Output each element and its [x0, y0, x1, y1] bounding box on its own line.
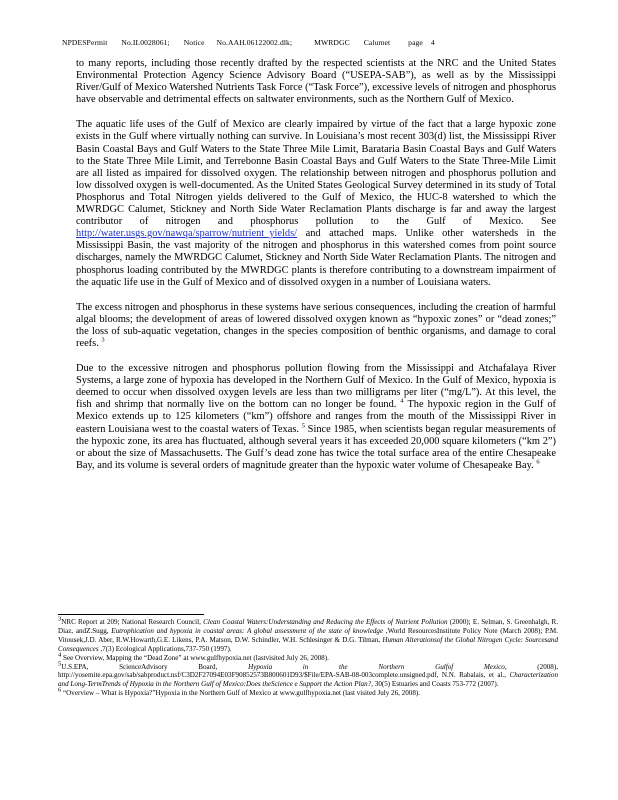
paragraph-3 — [76, 302, 556, 350]
footnote-3-number: 3 — [58, 615, 62, 623]
footnote-4-text: See Overview, Mapping the “Dead Zone” at www.gulfhypoxia.net (lastvisited July 26, 2008). — [63, 653, 329, 662]
footnote-3-text-a: NRC Report at 209; National Research Council, — [61, 618, 201, 626]
footnote-5-title-1: Hypoxia in the Northern Gulfof Mexico — [248, 662, 505, 671]
paragraph-2-text-b: and attached maps. Unlike other watersheds in the Mississippi Basin, the vast majority of the nitrogen and phosphorus in this watershed comes from point source discharges, namely the MWRDGC Calumet, Stickney and North Side Water Reclamation Plants. The nitrogen and phosphorus loading contributed by the MWRDGC plants is therefore contributing to a downstream impairment of the aquatic life use in the Gulf of Mexico and of dissolved oxygen in a number of Louisiana waters. — [76, 228, 556, 288]
footnote-6-text: “Overview – What is Hypoxia?”Hypoxia in the Northern Gulf of Mexico at www.gulfhypoxia.net (last visited July 26, 2008). — [63, 689, 421, 698]
paragraph-4-text-b: The hypoxic region in the Gulf of Mexico extends up to 125 kilometers (“km”) offshore and ranges from the mouth of the Mississippi River in eastern Louisiana west to the coastal waters of Texas. — [76, 399, 556, 435]
paragraph-2 — [76, 119, 556, 288]
footnote-separator — [58, 614, 204, 615]
footnote-ref-3: 3 — [101, 336, 105, 344]
footnote-3-text-c: ,World ResourcesInstitute Policy Note (March 2008); P.M. Vitousek,J.D. Aber, R.W.Howarth,G.E. Likens, P.A. Matson, D.W. Schindler, W.H. Schlesinger & D.G. Tilman, — [58, 626, 559, 644]
paragraph-3-text: The excess nitrogen and phosphorus in these systems have serious consequences, including the creation of harmful algal blooms; the development of areas of lowered dissolved oxygen known as “hypoxic zones” or “dead zones;” the loss of sub-aquatic vegetation, changes in the species composition of benthic organisms, and damage to coral reefs. — [76, 301, 556, 349]
footnote-6-number: 6 — [58, 686, 62, 694]
footnote-ref-4: 4 — [400, 397, 404, 405]
footnote-ref-5: 5 — [301, 422, 305, 430]
usgs-sparrow-link[interactable]: http://water.usgs.gov/nawqa/sparrow/nutrient_yields/ — [76, 228, 298, 240]
footnote-5-text-b: , (2008), http://yosemite.epa.gov/sab/sabproduct.nsf/C3D2F27094E03F90852573B800601D93/$File/EPA-SAB-08-003complete.unsigned.pdf, N.N. Rabalais, et al., — [58, 662, 558, 680]
footnote-3-title-2: Eutrophication and hypoxia in coastal areas: A global assessment of the state of knowledge — [111, 626, 384, 635]
footnote-5-number: 5 — [58, 660, 62, 668]
footnote-5-title-2: Characterization and Long-TermTrends of Hypoxia in the Northern Gulf of Mexico:Does theScience e Support the Action Plan?, — [58, 671, 558, 689]
footnote-3-text-d: ,7(3) Ecological Applications,737-750 (1997). — [100, 644, 232, 653]
footnote-5-text-c: 30(5) Estuaries and Coasts 753-772 (2007). — [374, 680, 499, 689]
footnotes — [58, 615, 559, 698]
footnote-6 — [58, 686, 558, 698]
footnote-5-text-a: U.S.EPA, ScienceAdvisory Board, — [61, 662, 218, 671]
footnote-3-text-b: (2000); E. Selman, S. Greenhalgh, R. Diaz, andZ.Sugg, — [58, 618, 559, 635]
page-header: NPDESPermit No.IL0028061; Notice No.AAH.06122002.dlk; MWRDGC Calumet page 4 — [62, 38, 435, 47]
footnote-4 — [58, 651, 558, 663]
footnote-3 — [58, 615, 559, 654]
footnote-5 — [58, 660, 558, 690]
paragraph-2-text-a: The aquatic life uses of the Gulf of Mexico are clearly impaired by virtue of the fact that a large hypoxic zone exists in the Gulf where virtually nothing can survive. In Louisiana’s most recent 303(d) list, the Mississippi River Basin Coastal Bays and Gulf Waters to the State Three Mile Limit, Barataria Basin Coastal Bays and Gulf Waters to the State Three Mile Limit, and Terrebonne Basin Coastal Bays and Gulf Waters to the State Three-Mile Limit are all listed as impaired for dissolved oxygen. The relationship between nitrogen and phosphorus pollution and low dissolved oxygen is well-documented. As the United States Geological Survey determined in its study of Total Phosphorus and Total Nitrogen yields delivered to the Gulf of Mexico, the HUC-8 watershed to which the MWRDGC Calumet, Stickney and North Side Water Reclamation Plants discharge is far and away the largest contributor of nitrogen and phosphorus pollution to the Gulf of Mexico. See — [76, 119, 556, 228]
body-text — [76, 58, 556, 485]
paragraph-4-text-c: Since 1985, when scientists began regular measurements of the hypoxic zone, its area has fluctuated, although several years it has exceeded 20,000 square kilometers (“km 2”) or about the size of Massachusetts. The Gulf’s dead zone has twice the total surface area of the entire Chesapeake Bay, and its volume is several orders of magnitude greater than the hypoxic water volume of Chesapeake Bay. — [76, 423, 556, 471]
paragraph-4-text-a: Due to the excessive nitrogen and phosphorus pollution flowing from the Mississippi and Atchafalaya River Systems, a large zone of hypoxia has developed in the Northern Gulf of Mexico. In the Gulf of Mexico, hypoxia is deemed to occur when dissolved oxygen levels are less than two milligrams per liter (“mg/L”). At this level, the fish and shrimp that normally live on the bottom can no longer be found. — [76, 363, 556, 411]
footnote-4-number: 4 — [58, 651, 62, 659]
footnote-ref-6: 6 — [536, 458, 540, 466]
footnote-3-title-3: Human Alterationsof the Global Nitrogen Cycle: Sourcesand Consequences — [58, 635, 559, 653]
paragraph-4 — [76, 363, 556, 472]
paragraph-1: to many reports, including those recently drafted by the respected scientists at the NRC and the United States Environmental Protection Agency Science Advisory Board (“USEPA-SAB”), as well as by the Mississippi River/Gulf of Mexico Watershed Nutrients Task Force (“Task Force”), excessive levels of nitrogen and phosphorus have observable and detrimental effects on saltwater environments, such as the Northern Gulf of Mexico. — [76, 58, 556, 106]
footnote-3-title-1: Clean Coastal Waters:Understanding and Reducing the Effects of Nutrient Pollution — [203, 618, 448, 626]
